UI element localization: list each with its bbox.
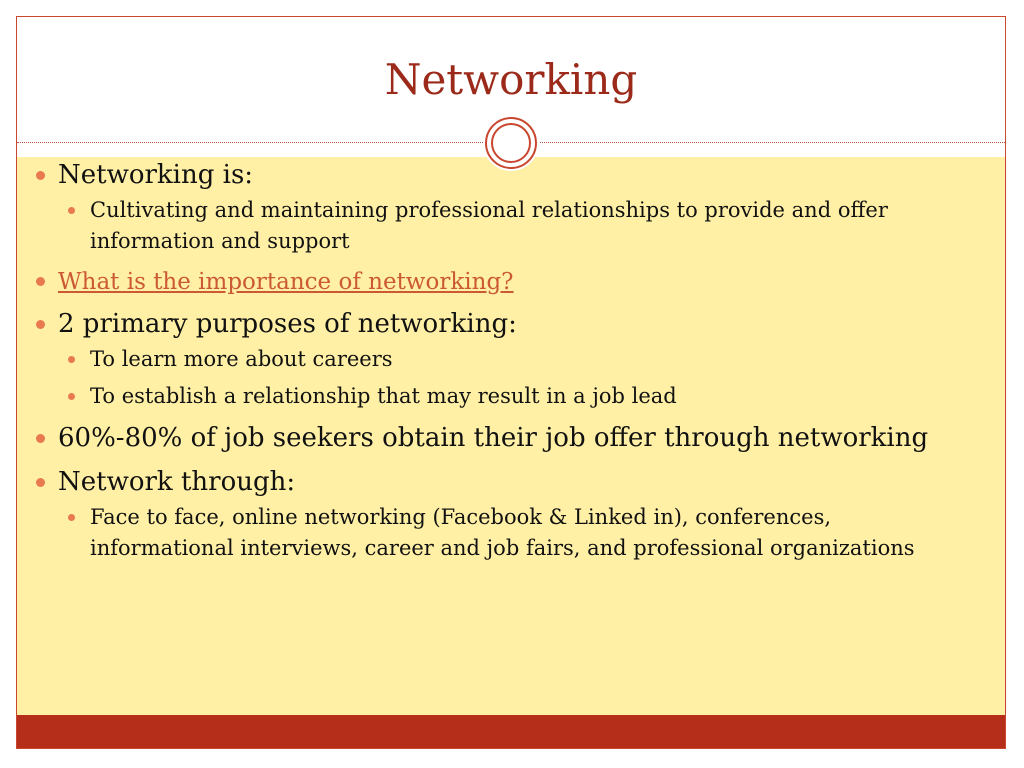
sub-bullet-item: To establish a relationship that may result in a job lead: [32, 381, 972, 412]
slide-title: Networking: [384, 55, 638, 104]
bullet-list: [32, 157, 972, 564]
bullet-item: Network through:: [32, 464, 972, 500]
bullet-item: 2 primary purposes of networking:: [32, 306, 972, 342]
double-circle-icon: [483, 115, 539, 171]
sub-bullet-item: To learn more about careers: [32, 344, 972, 375]
importance-link[interactable]: What is the importance of networking?: [58, 269, 514, 295]
sub-bullet-item: Cultivating and maintaining professional relationships to provide and offer information and support: [32, 195, 972, 257]
bullet-item: 60%-80% of job seekers obtain their job offer through networking: [32, 420, 972, 456]
footer-bar: [17, 715, 1005, 748]
sub-bullet-item: Face to face, online networking (Facebook & Linked in), conferences, informational interviews, career and job fairs, and professional organizations: [32, 502, 972, 564]
bullet-item: Networking is:: [32, 157, 972, 193]
bullet-item: [32, 263, 972, 300]
